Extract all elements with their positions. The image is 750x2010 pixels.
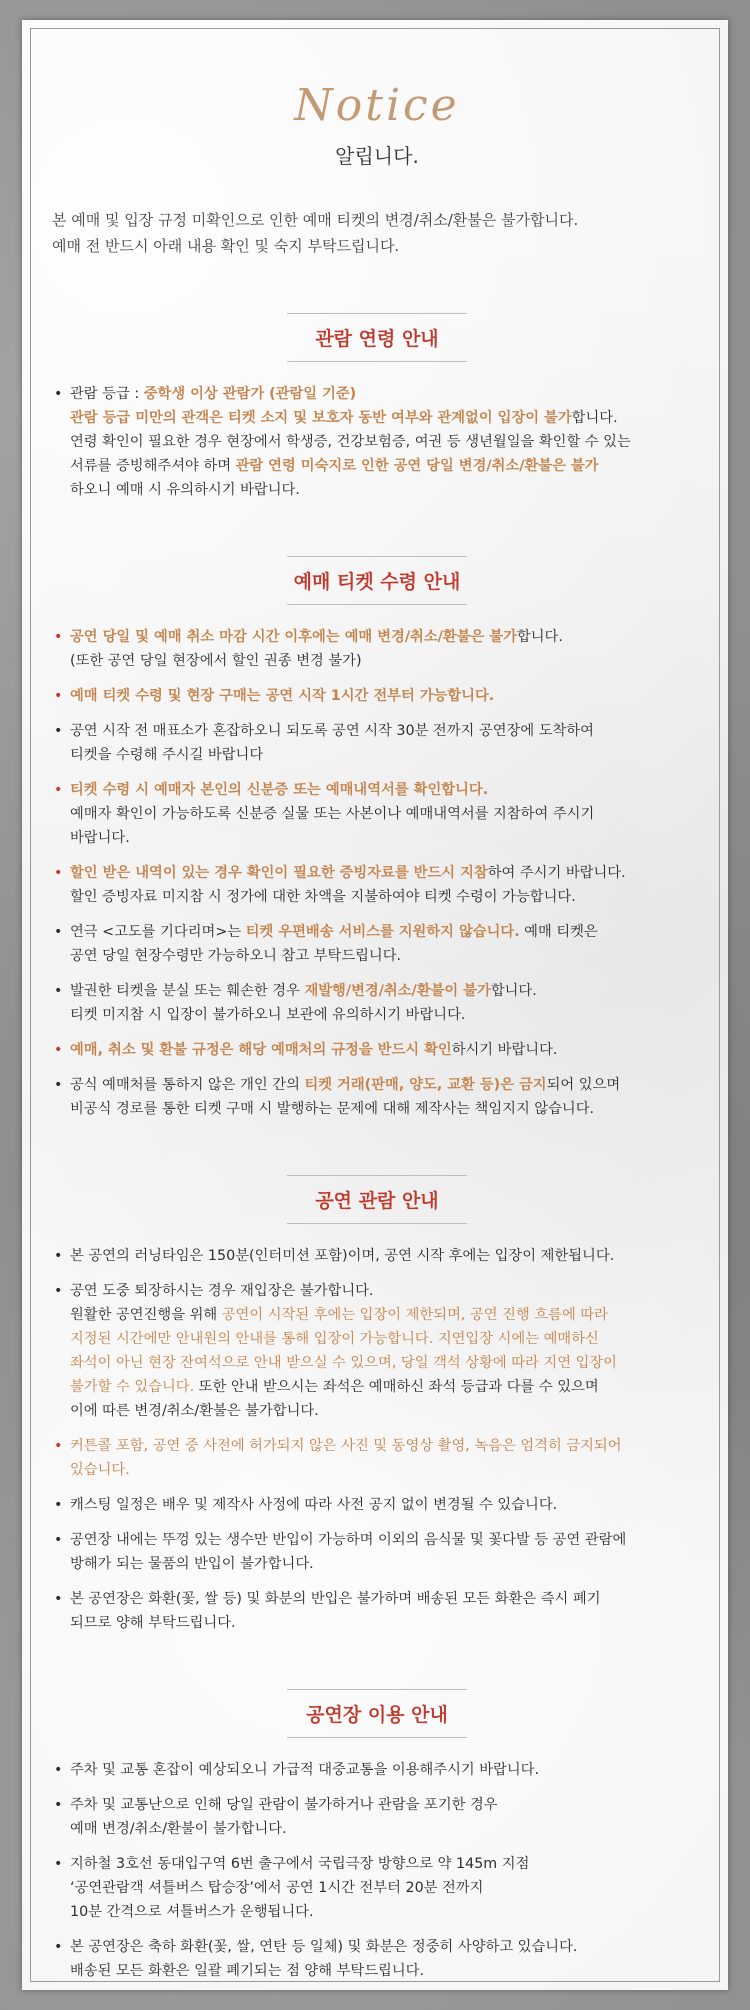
list-item <box>52 1434 702 1482</box>
notice-content <box>52 80 702 1994</box>
item-text: • 주차 및 교통난으로 인해 당일 관람이 불가하거나 관람을 포기한 경우 <box>70 1797 498 1813</box>
ticket-list <box>52 625 702 1121</box>
item-text: 서류를 증빙해주셔야 하며 <box>70 458 236 474</box>
item-text: 예매자 확인이 가능하도록 신분증 실물 또는 사본이나 예매내역서를 지참하여 주시기 <box>70 806 595 822</box>
item-highlight: 지정된 시간에만 안내원의 안내를 통해 입장이 가능합니다. 지연입장 시에는 예매하신 <box>70 1331 599 1347</box>
item-highlight: 티켓 우편배송 서비스를 지원하지 않습니다. <box>245 924 520 940</box>
item-text: 연령 확인이 필요한 경우 현장에서 학생증, 건강보험증, 여권 등 생년월일을 확인할 수 있는 <box>70 434 631 450</box>
intro-line: 예매 전 반드시 아래 내용 확인 및 숙지 부탁드립니다. <box>52 237 400 255</box>
list-item <box>52 382 702 502</box>
item-text: 관람 등급 : <box>70 386 144 402</box>
list-item <box>52 1852 702 1924</box>
item-text: 본 공연의 러닝타임은 150분(인터미션 포함)이며, 공연 시작 후에는 입장이 제한됩니다. <box>70 1248 615 1264</box>
item-text: 되어 있으며 <box>546 1077 621 1093</box>
list-item <box>52 1279 702 1423</box>
item-highlight: 관람 등급 미만의 관객은 티켓 소지 및 보호자 동반 여부와 관계없이 입장이 불가 <box>70 410 572 426</box>
item-text: • 본 공연장은 축하 화환(꽃, 쌀, 연탄 등 일체) 및 화분은 정중히 사양하고 있습니다. <box>70 1939 578 1955</box>
item-highlight: 할인 받은 내역이 있는 경우 확인이 필요한 증빙자료를 반드시 지참 <box>70 865 488 881</box>
list-item <box>52 1038 702 1062</box>
item-text: 합니다. <box>490 983 537 999</box>
list-item <box>52 861 702 909</box>
item-highlight: 공연이 시작된 후에는 입장이 제한되며, 공연 진행 흐름에 따라 <box>221 1307 608 1323</box>
item-text: 비공식 경로를 통한 티켓 구매 시 발행하는 문제에 대해 제작사는 책임지지 않습니다. <box>70 1101 595 1117</box>
item-text: 예매 변경/취소/환불이 불가합니다. <box>70 1821 287 1837</box>
item-text: • 공연 시작 전 매표소가 혼잡하오니 되도록 공연 시작 30분 전까지 공연장에 도착하여 <box>70 723 594 739</box>
item-highlight: 공연 당일 및 예매 취소 마감 시간 이후에는 예매 변경/취소/환불은 불가 <box>70 629 517 645</box>
item-highlight: 불가할 수 있습니다. <box>70 1379 195 1395</box>
item-highlight: 좌석이 아닌 현장 잔여석으로 안내 받으실 수 있으며, 당일 객석 상황에 따라 지연 입장이 <box>70 1355 617 1371</box>
section-title-viewing: 공연 관람 안내 <box>287 1175 467 1224</box>
list-item <box>52 1793 702 1841</box>
intro-line: 본 예매 및 입장 규정 미확인으로 인한 예매 티켓의 변경/취소/환불은 불가합니다. <box>52 211 579 229</box>
notice-title: 알립니다. <box>335 144 419 168</box>
item-text: 티켓 미지참 시 입장이 불가하오니 보관에 유의하시기 바랍니다. <box>70 1007 466 1023</box>
item-highlight: • 티켓 수령 시 예매자 본인의 신분증 또는 예매내역서를 확인합니다. <box>70 782 489 798</box>
item-text: 또한 안내 받으시는 좌석은 예매하신 좌석 등급과 다를 수 있으며 <box>194 1379 599 1395</box>
notice-paper <box>22 20 728 1990</box>
item-text: ‘공연관람객 셔틀버스 탑승장’에서 공연 1시간 전부터 20분 전까지 <box>70 1880 484 1896</box>
list-item <box>52 719 702 767</box>
viewing-list <box>52 1244 702 1635</box>
item-text: • 공연 도중 퇴장하시는 경우 재입장은 불가합니다. <box>70 1283 374 1299</box>
item-highlight: 중학생 이상 관람가 (관람일 기준) <box>143 386 357 402</box>
item-text: 예매 티켓은 <box>519 924 598 940</box>
notice-script-title: Notice <box>294 80 460 131</box>
list-item <box>52 979 702 1027</box>
section-title-ticket: 예매 티켓 수령 안내 <box>287 556 467 605</box>
item-text: • 공연장 내에는 뚜껑 있는 생수만 반입이 가능하며 이외의 음식물 및 꽃다발 등 공연 관람에 <box>70 1532 627 1548</box>
item-highlight: 티켓 거래(판매, 양도, 교환 등)은 금지 <box>304 1077 547 1093</box>
item-text: (또한 공연 당일 현장에서 할인 권종 변경 불가) <box>70 653 362 669</box>
age-list <box>52 382 702 502</box>
intro-text <box>52 207 702 259</box>
item-text: 캐스팅 일정은 배우 및 제작사 사정에 따라 사전 공지 없이 변경될 수 있습니다. <box>70 1497 558 1513</box>
section-title-age: 관람 연령 안내 <box>287 313 467 362</box>
item-text: • 지하철 3호선 동대입구역 6번 출구에서 국립극장 방향으로 약 145m 지점 <box>70 1856 530 1872</box>
list-item <box>52 1587 702 1635</box>
item-text: 발권한 티켓을 분실 또는 훼손한 경우 <box>70 983 305 999</box>
item-text: 원활한 공연진행을 위해 <box>70 1307 222 1323</box>
item-text: 티켓을 수령해 주시길 바랍니다 <box>70 747 264 763</box>
list-item <box>52 684 702 708</box>
item-text: 10분 간격으로 셔틀버스가 운행됩니다. <box>70 1904 314 1920</box>
list-item <box>52 1528 702 1576</box>
item-text: 합니다. <box>571 410 618 426</box>
item-text: 주차 및 교통 혼잡이 예상되오니 가급적 대중교통을 이용해주시기 바랍니다. <box>70 1762 540 1778</box>
item-text: 연극 <고도를 기다리며>는 <box>70 924 246 940</box>
item-text: 배송된 모든 화환은 일괄 폐기되는 점 양해 부탁드립니다. <box>70 1963 425 1979</box>
item-highlight: 관람 연령 미숙지로 인한 공연 당일 변경/취소/환불은 불가 <box>235 458 599 474</box>
item-highlight: 재발행/변경/취소/환불이 불가 <box>304 983 491 999</box>
list-item <box>52 625 702 673</box>
item-text: 방해가 되는 물품의 반입이 불가합니다. <box>70 1556 314 1572</box>
item-highlight: 있습니다. <box>70 1462 130 1478</box>
venue-list <box>52 1758 702 1983</box>
section-title-venue: 공연장 이용 안내 <box>287 1689 467 1738</box>
item-text: 합니다. <box>516 629 563 645</box>
item-text: 바랍니다. <box>70 830 130 846</box>
list-item <box>52 1935 702 1983</box>
item-text: 하시기 바랍니다. <box>451 1042 558 1058</box>
list-item <box>52 920 702 968</box>
item-text: 이에 따른 변경/취소/환불은 불가합니다. <box>70 1403 319 1419</box>
item-highlight: 예매, 취소 및 환불 규정은 해당 예매처의 규정을 반드시 확인 <box>70 1042 452 1058</box>
list-item <box>52 1244 702 1268</box>
list-item <box>52 778 702 850</box>
item-text: 공식 예매처를 통하지 않은 개인 간의 <box>70 1077 305 1093</box>
item-text: 하여 주시기 바랍니다. <box>487 865 626 881</box>
list-item <box>52 1493 702 1517</box>
list-item <box>52 1073 702 1121</box>
item-text: 공연 당일 현장수령만 가능하오니 참고 부탁드립니다. <box>70 948 402 964</box>
item-text: 되므로 양해 부탁드립니다. <box>70 1615 236 1631</box>
item-text: • 본 공연장은 화환(꽃, 쌀 등) 및 화분의 반입은 불가하며 배송된 모든 화환은 즉시 폐기 <box>70 1591 601 1607</box>
item-text: 할인 증빙자료 미지참 시 정가에 대한 차액을 지불하여야 티켓 수령이 가능합니다. <box>70 889 576 905</box>
item-text: 하오니 예매 시 유의하시기 바랍니다. <box>70 482 300 498</box>
item-highlight: 예매 티켓 수령 및 현장 구매는 공연 시작 1시간 전부터 가능합니다. <box>70 688 495 704</box>
list-item <box>52 1758 702 1782</box>
item-highlight: • 커튼콜 포함, 공연 중 사전에 허가되지 않은 사진 및 동영상 촬영, 녹음은 엄격히 금지되어 <box>70 1438 622 1454</box>
